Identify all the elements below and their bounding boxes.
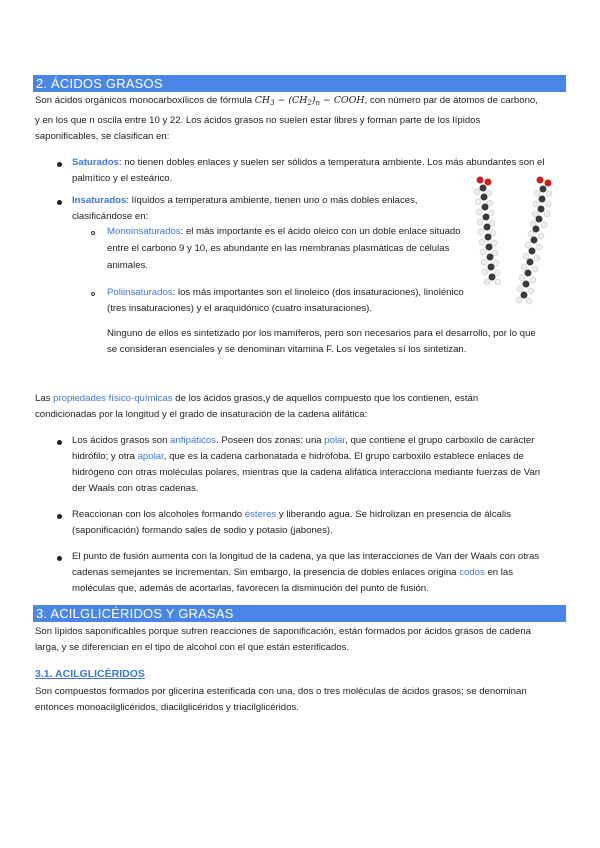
saturados-text: : no tienen dobles enlaces y suelen ser sólidos a temperatura ambiente. Los más abundantes son el [118,157,545,168]
bullet-anfipaticos-line-2 [72,449,567,466]
bullet-saturados-line-2: palmítico y el esteárico. [72,173,173,184]
props-line-2: condicionadas por la longitud y el grado de insaturación de la cadena alifática: [35,409,368,420]
term-apolar: apolar [137,451,164,462]
section-2-heading: 2. ÁCIDOS GRASOS [33,75,566,92]
formula-comma: , [364,95,368,106]
b3-text: cadenas semejantes se incrementan. Sin embargo, la presencia de dobles enlaces origina [72,567,460,578]
section-3-intro-line-2: larga, y se diferencian en el tipo de alcohol con el que están esterificados. [35,642,350,653]
bullet-icon [57,514,62,519]
term-codos: codos [459,567,485,578]
mono-text: : el más importante es el ácido oleico con un doble enlace situado [180,226,461,237]
bullet-insaturados [72,193,418,210]
sub-bullet-icon [91,231,95,235]
bullet-anfipaticos-line-3: hidrógeno con otras moléculas polares, mientras que la cadena alifática interacciona mediante fuerzas de Van [72,467,541,478]
b2-text: Reaccionan con los alcoholes formando [72,509,245,520]
poli-note-line-1: Ninguno de ellos es sintetizado por los mamíferos, pero son necesarios para el desarrollo, por lo que [107,328,536,339]
term-monoinsaturados: Monoinsaturados [107,226,181,237]
subsection-3-1-line-2: entonces monoacilglicéridos, diacilglicéridos y triacilglicéridos. [35,702,299,713]
bullet-fusion-line-2 [72,565,513,582]
term-esteres: ésteres [244,509,277,520]
oxygen-atom [485,179,492,186]
props-text: Las [35,393,54,404]
b2-text: y liberando agua. Se hidrolizan en presencia de álcalis [276,509,511,520]
term-poliinsaturados: Poliinsaturados [107,287,173,298]
sub-bullet-poliinsaturados [107,285,464,302]
mono-line-3: animales. [107,260,149,271]
bullet-icon [57,200,62,205]
fatty-acid-molecule-image [470,176,568,306]
section-2-intro-line-1 [35,93,565,110]
bullet-icon [57,440,62,445]
b1-text: Los ácidos grasos son [72,435,171,446]
formula-sub: n [315,99,321,107]
oxygen-atom [537,177,544,184]
formula-part: ) [311,95,316,106]
bullet-insaturados-line-2: clasificándose en: [72,211,149,222]
poli-line-2: (tres insaturaciones) y el araquidónico (cuatro insaturaciones). [107,303,373,314]
subsection-3-1-line-1: Son compuestos formados por glicerina esterificada con una, dos o tres moléculas de ácidos grasos; se denominan [35,686,527,697]
b1-text: , que es la cadena carbonatada e hidrófoba. El grupo carboxilo establece enlaces de [163,451,524,462]
bullet-fusion: El punto de fusión aumenta con la longitud de la cadena, ya que las interacciones de Van der Waals con otras [72,551,540,562]
insaturados-text: : líquidos a temperatura ambiente, tienen uno o más dobles enlaces, [126,195,418,206]
b1-text: . Poseen dos zonas: una [216,435,325,446]
bullet-fusion-line-3: moléculas que, además de acortarlas, favorecen la disminución del punto de fusión. [72,583,429,594]
b1-text: hidrófilo; y otra [72,451,138,462]
props-text: de los ácidos grasos,y de aquellos compuesto que los contienen, están [172,393,479,404]
section-2-intro-line-2: y en los que n oscila entre 10 y 22. Los ácidos grasos no suelen estar libres y forman parte de los lípidos [35,115,481,126]
bullet-esteres [72,507,511,524]
section-3-intro-line-1: Son lípidos saponificables porque sufren reacciones de saponificación, están formados por ácidos grasos de cadena [35,626,531,637]
term-polar: polar [324,435,346,446]
section-3-heading: 3. ACILGLICÉRIDOS Y GRASAS [33,605,566,622]
section-2-intro-line-3: saponificables, se clasifican en: [35,131,170,142]
poli-text: : los más importantes son el linoleico (dos insaturaciones), linolénico [172,287,464,298]
poli-note-line-2: se consideran esenciales y se denominan vitamina F. Los vegetales sí los sintetizan. [107,344,467,355]
term-saturados: Saturados [72,157,119,168]
bullet-icon [57,162,62,167]
formula-part: − (CH [274,95,308,106]
term-propiedades: propiedades físico-químicas [53,393,173,404]
formula-part: − COOH [320,95,365,106]
formula-sub: 2 [307,99,312,107]
term-insaturados: Insaturados [72,195,127,206]
bullet-saturados [72,155,567,172]
bullet-esteres-line-2: (saponificación) formando sales de sodio y potasio (jabones). [72,525,333,536]
bullet-icon [57,556,62,561]
subsection-3-1-heading: 3.1. ACILGLICÉRIDOS [35,668,145,680]
oxygen-atom [545,180,552,187]
props-line-1 [35,391,565,408]
oxygen-atom [477,177,484,184]
bullet-anfipaticos [72,433,567,450]
intro-text: con número par de átomos de carbono, [367,95,538,106]
molecule-right [516,177,552,305]
sub-bullet-icon [91,292,95,296]
molecule-left [474,177,501,286]
sub-bullet-monoinsaturados [107,224,461,241]
mono-line-2: entre el carbono 9 y 10, es abundante en las membranas plasmáticas de células [107,243,450,254]
formula-sub: 3 [270,99,275,107]
formula-part: CH [254,95,271,106]
b1-text: , que contiene el grupo carboxilo de carácter [345,435,535,446]
formula [255,95,365,106]
b3-text: en las [484,567,514,578]
intro-text: Son ácidos orgánicos monocarboxílicos de fórmula [35,95,253,106]
bullet-anfipaticos-line-4: der Waals con otras cadenas. [72,483,199,494]
term-anfipaticos: anfipáticos [170,435,217,446]
